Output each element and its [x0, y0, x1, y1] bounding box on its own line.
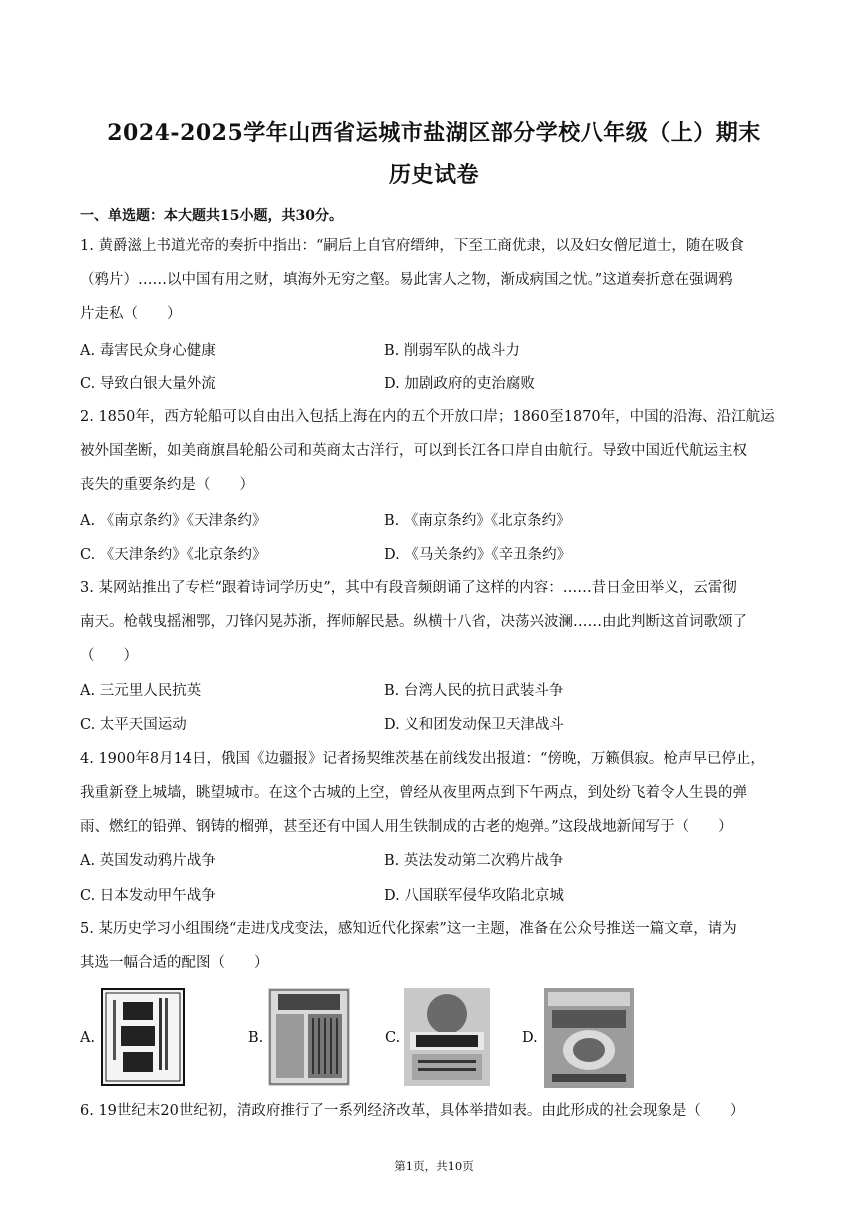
q6-line1: 6. 19世纪末20世纪初，清政府推行了一系列经济改革，具体举措如表。由此形成的社会现象是（ ） — [80, 1103, 745, 1119]
q1-line1: 1. 黄爵滋上书道光帝的奏折中指出：“嗣后上自官府缙绅，下至工商优隶，以及妇女僧尼道士，随在吸食 — [80, 238, 744, 254]
q1-option-d: D. 加剧政府的吏治腐败 — [384, 376, 535, 392]
q3-line3: （ ） — [80, 648, 138, 664]
q3-option-d: D. 义和团发动保卫天津战斗 — [384, 717, 564, 733]
q2-line3: 丧失的重要条约是（ ） — [80, 477, 254, 493]
exam-title-line2: 历史试卷 — [388, 162, 479, 188]
q5-option-b-image — [268, 988, 350, 1090]
q5-option-a-image — [101, 988, 185, 1090]
q5-option-c-image — [404, 988, 490, 1090]
q4-option-c: C. 日本发动甲午战争 — [80, 888, 216, 904]
q5-line2: 其选一幅合适的配图（ ） — [80, 955, 269, 971]
q4-line1: 4. 1900年8月14日，俄国《边疆报》记者扬契维茨基在前线发出报道：“傍晚，万籁俱寂。枪声早已停止， — [80, 751, 765, 767]
q5-line1: 5. 某历史学习小组围绕“走进戊戌变法，感知近代化探索”这一主题，准备在公众号推送一篇文章，请为 — [80, 921, 737, 937]
q2-line1: 2. 1850年，西方轮船可以自由出入包括上海在内的五个开放口岸；1860至1870年，中国的沿海、沿江航运 — [80, 409, 775, 425]
section-heading: 一、单选题：本大题共15小题，共30分。 — [80, 208, 343, 224]
q4-option-d: D. 八国联军侵华攻陷北京城 — [384, 888, 564, 904]
q3-option-c: C. 太平天国运动 — [80, 717, 187, 733]
q5-option-d-label: D. — [522, 1030, 538, 1046]
q2-option-c: C. 《天津条约》《北京条约》 — [80, 547, 267, 563]
page-footer: 第1页，共10页 — [394, 1159, 474, 1173]
q1-line3: 片走私（ ） — [80, 306, 182, 322]
q1-option-a: A. 毒害民众身心健康 — [80, 343, 216, 359]
q4-option-b: B. 英法发动第二次鸦片战争 — [384, 853, 564, 869]
q5-option-d-image — [544, 988, 634, 1092]
q4-option-a: A. 英国发动鸦片战争 — [80, 853, 216, 869]
q3-option-a: A. 三元里人民抗英 — [80, 683, 202, 699]
q1-line2: （鸦片）……以中国有用之财，填海外无穷之壑。易此害人之物，渐成病国之忧。”这道奏折意在强调鸦 — [80, 272, 733, 288]
q4-line2: 我重新登上城墙，眺望城市。在这个古城的上空，曾经从夜里两点到下午两点，到处纷飞着令人生畏的弹 — [80, 785, 747, 801]
q1-option-c: C. 导致白银大量外流 — [80, 376, 216, 392]
exam-title-line1: 2024-2025学年山西省运城市盐湖区部分学校八年级（上）期末 — [107, 120, 761, 146]
q2-option-a: A. 《南京条约》《天津条约》 — [80, 513, 267, 529]
q4-line3: 雨、燃红的铅弹、钢铸的榴弹，甚至还有中国人用生铁制成的古老的炮弹。”这段战地新闻写于（ ） — [80, 819, 733, 835]
q3-option-b: B. 台湾人民的抗日武装斗争 — [384, 683, 564, 699]
q2-line2: 被外国垄断，如美商旗昌轮船公司和英商太古洋行，可以到长江各口岸自由航行。导致中国近代航运主权 — [80, 443, 747, 459]
q3-line2: 南天。枪戟曳摇湘鄂，刀锋闪晃苏浙，挥师解民悬。纵横十八省，决荡兴波澜……由此判断这首词歌颂了 — [80, 614, 747, 630]
q2-option-b: B. 《南京条约》《北京条约》 — [384, 513, 571, 529]
q5-option-a-label: A. — [80, 1030, 96, 1046]
q5-option-b-label: B. — [248, 1030, 264, 1046]
q2-option-d: D. 《马关条约》《辛丑条约》 — [384, 547, 572, 563]
q1-option-b: B. 削弱军队的战斗力 — [384, 343, 520, 359]
q3-line1: 3. 某网站推出了专栏“跟着诗词学历史”，其中有段音频朗诵了这样的内容：……昔日金田举义，云雷彻 — [80, 580, 737, 596]
q5-option-c-label: C. — [385, 1030, 401, 1046]
